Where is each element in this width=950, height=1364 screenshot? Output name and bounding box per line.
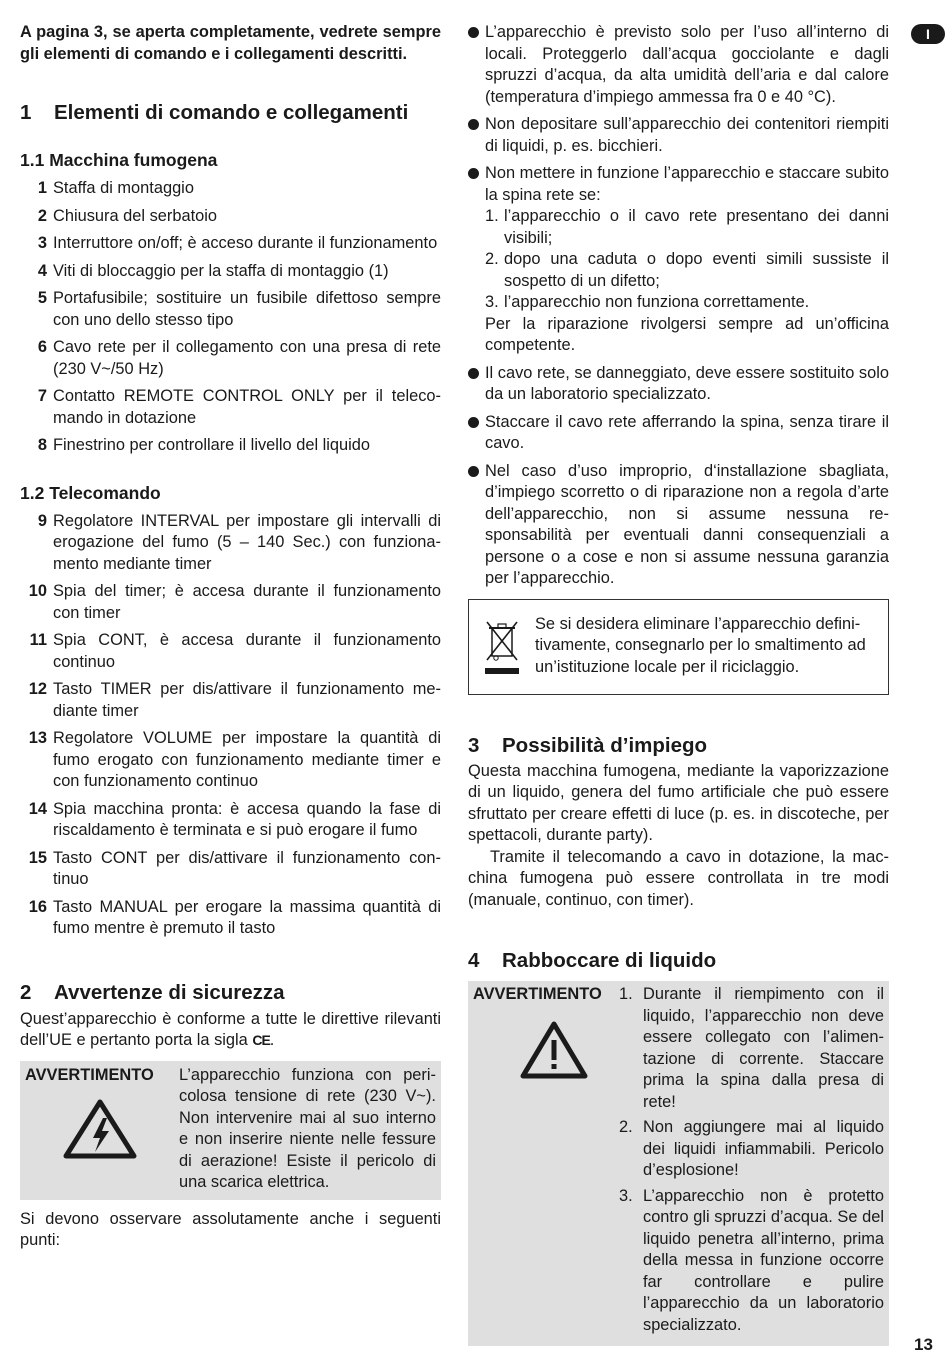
warning-item-text: Non aggiungere mai al liquido dei liquidi infiammabili. Pericolo d’esplosione! xyxy=(643,1118,884,1179)
warning-item xyxy=(619,984,884,1113)
exclamation-warning-icon xyxy=(520,1020,588,1080)
part-item xyxy=(20,581,441,624)
bullet-icon xyxy=(468,22,485,108)
part-description: Viti di bloccaggio per la staffa di montaggio (1) xyxy=(53,261,389,280)
bullet-text: Staccare il cavo rete afferrando la spina, senza tirare il cavo. xyxy=(485,412,889,452)
right-column xyxy=(468,22,889,1346)
part-item xyxy=(20,511,441,576)
bullet-text: Nel caso d’uso improprio, d‘installazione sbagliata, d’impiego scorretto o di riparazione non a regola d’arte dell’apparecchio, non si assume nessuna responsabilità per eventuali danni consequenziali a persone o a cose e non si assume nessuna garanzia per l’apparecchio. xyxy=(485,461,889,587)
safety-bullets xyxy=(468,22,889,590)
part-description: Staffa di montaggio xyxy=(53,179,194,197)
section-3-number: 3 xyxy=(468,733,480,757)
warning-label: AVVERTIMENTO xyxy=(25,1065,154,1084)
sub-item-text: l’apparecchio non funziona correttamente. xyxy=(504,293,810,311)
warning-item xyxy=(619,1117,884,1182)
warning-item-number: 3. xyxy=(619,1186,633,1205)
bullet-icon xyxy=(468,114,485,157)
bullet-text: Il cavo rete, se danneggiato, deve essere sostituito solo da un laboratorio specializzato. xyxy=(485,363,889,403)
sub-item-text: dopo una caduta o dopo eventi simili sussiste il sospetto di un difetto; xyxy=(504,250,889,290)
safety-bullet-item xyxy=(468,114,889,157)
part-item xyxy=(20,261,441,283)
disposal-notice-text: Se si desidera eliminare l’apparecchio definitivamente, consegnarlo per lo smaltimento ad un’istituzione locale per il riciclaggio. xyxy=(535,614,866,676)
part-number: 5 xyxy=(37,289,47,307)
part-number: 11 xyxy=(29,631,47,649)
part-description: Spia del timer; è accesa durante il funzionamento con timer xyxy=(53,582,441,622)
section-4-heading xyxy=(468,948,889,974)
part-description: Interruttore on/off; è acceso durante il funzionamento xyxy=(53,234,438,252)
left-column xyxy=(20,22,441,1252)
part-item xyxy=(20,206,441,228)
part-number: 9 xyxy=(37,511,47,530)
bullet-icon xyxy=(468,461,485,590)
section-3-heading xyxy=(468,733,889,759)
bullet-text: Non depositare sull’apparecchio dei contenitori riempiti di liquidi, p. es. bicchieri. xyxy=(485,115,889,155)
part-item xyxy=(20,233,441,255)
safety-followup-text: Si devono osservare assolutamente anche i seguenti punti: xyxy=(20,1209,441,1249)
safety-bullet-item xyxy=(468,163,889,357)
sub-item-number: 2. xyxy=(485,250,499,268)
section-1-title: Elementi di comando e collegamenti xyxy=(54,101,409,124)
part-number: 1 xyxy=(37,179,47,197)
part-number: 16 xyxy=(28,897,47,916)
part-number: 8 xyxy=(37,436,47,454)
liquid-warning-left xyxy=(473,984,619,1340)
subsection-1-2-title: 1.2 Telecomando xyxy=(20,482,161,503)
liquid-warning-list xyxy=(619,984,884,1340)
safety-bullet-item xyxy=(468,22,889,108)
sub-item xyxy=(485,249,889,292)
part-item xyxy=(20,386,441,429)
section-1-number: 1 xyxy=(20,101,32,124)
part-description: Tasto CONT per dis/attivare il funzionamento continuo xyxy=(53,848,441,888)
section-3-paragraph-1: Questa macchina fumogena, mediante la vaporizzazione di un liquido, genera del fumo artificiale che può essere sfruttato per creare effetti di luce (p. es. in discoteche, per spettacoli, durante party). xyxy=(468,761,889,844)
section-2-number: 2 xyxy=(20,980,32,1004)
safety-bullet-item xyxy=(468,363,889,406)
part-number: 4 xyxy=(37,261,47,280)
part-description: Finestrino per controllare il livello del liquido xyxy=(53,436,371,454)
part-number: 6 xyxy=(37,338,47,356)
section-2-title: Avvertenze di sicurezza xyxy=(54,980,285,1004)
sub-item xyxy=(485,206,889,249)
part-item xyxy=(20,630,441,673)
warning-label: AVVERTIMENTO xyxy=(473,985,602,1003)
part-item xyxy=(20,435,441,457)
part-number: 15 xyxy=(28,848,47,867)
bullet-icon xyxy=(468,412,485,455)
part-item xyxy=(20,178,441,200)
part-number: 3 xyxy=(37,234,47,252)
bullet-text xyxy=(485,163,889,357)
part-description: Portafusibile; sostituire un fusibile difettoso sempre con uno dello stesso tipo xyxy=(53,289,441,329)
page-number: 13 xyxy=(914,1335,933,1354)
warning-item xyxy=(619,1186,884,1337)
part-item xyxy=(20,848,441,891)
fog-machine-parts-list xyxy=(20,178,441,457)
warning-item-number: 2. xyxy=(619,1118,633,1136)
section-2-heading xyxy=(20,980,441,1006)
part-description: Spia macchina pronta: è accesa quando la fase di riscaldamento è terminata e si può erogare il fumo xyxy=(53,799,441,839)
part-number: 2 xyxy=(37,206,47,225)
crossed-out-bin-icon xyxy=(477,614,527,680)
safety-bullet-item xyxy=(468,412,889,455)
sub-item-number: 3. xyxy=(485,293,499,311)
part-description: Tasto TIMER per dis/attivare il funzionamento mediante timer xyxy=(53,680,441,720)
disposal-notice-box xyxy=(468,599,889,695)
section-3-title: Possibilità d’impiego xyxy=(502,733,708,757)
warning-item-text: Durante il riempimento con il liquido, l’apparecchio non deve essere collegato con l’alimentazione di corrente. Staccare prima la spina dalla presa di rete! xyxy=(643,985,884,1111)
section-2-intro-text: Quest’apparecchio è conforme a tutte le direttive rilevanti dell’UE e pertanto porta la sigla xyxy=(20,1009,441,1049)
part-description: Regolatore VOLUME per impostare la quantità di fumo erogato con funzionamento mediante timer e con funzionamento continuo xyxy=(53,729,441,790)
part-item xyxy=(20,288,441,331)
part-number: 12 xyxy=(28,680,47,698)
part-description: Spia CONT, è accesa durante il funzionamento continuo xyxy=(53,631,441,671)
part-number: 13 xyxy=(28,729,47,747)
part-number: 7 xyxy=(37,387,47,405)
warning-item-text: L’apparecchio non è protetto contro gli spruzzi d’acqua. Se del liquido penetra all’interno, prima della messa in funzione occorre far controllare e pulire l’apparecchio da un laboratorio specializzato. xyxy=(643,1186,884,1334)
liquid-warning-box xyxy=(468,981,889,1346)
sub-item-text: l’apparecchio o il cavo rete presentano dei danni visibili; xyxy=(504,207,889,247)
sub-item-number: 1. xyxy=(485,207,499,225)
part-description: Cavo rete per il collegamento con una presa di rete (230 V~/50 Hz) xyxy=(53,338,441,378)
section-4-number: 4 xyxy=(468,949,480,972)
part-number: 14 xyxy=(28,799,47,818)
part-item xyxy=(20,728,441,793)
part-item xyxy=(20,897,441,940)
section-4-title: Rabboccare di liquido xyxy=(502,949,717,972)
language-tab: I xyxy=(911,24,945,44)
part-description: Tasto MANUAL per erogare la massima quantità di fumo mentre è premuto il tasto xyxy=(53,897,441,937)
part-number: 10 xyxy=(28,582,47,600)
part-description: Regolatore INTERVAL per impostare gli intervalli di erogazione del fumo (5 – 140 Sec.) con funzionamento mediante timer xyxy=(53,511,441,573)
bullet-icon xyxy=(468,363,485,406)
bullet-text: L’apparecchio è previsto solo per l’uso all’interno di locali. Proteggerlo dall’acqua gocciolante e dagli spruzzi d’acqua, da alta umidità dell’aria e dal calore (temperatura d’impiego ammessa fra 0 e 40 °C). xyxy=(485,23,889,106)
part-item xyxy=(20,679,441,722)
ce-mark: CE xyxy=(252,1032,270,1048)
subsection-1-1-title: 1.1 Macchina fumogena xyxy=(20,150,218,170)
part-description: Contatto REMOTE CONTROL ONLY per il telecomando in dotazione xyxy=(53,387,441,427)
bullet-tail: Per la riparazione rivolgersi sempre ad un’officina competente. xyxy=(485,314,889,354)
section-2-intro: Quest’apparecchio è conforme a tutte le direttive rilevanti dell’UE e pertanto porta la sigla CE. xyxy=(20,1009,441,1049)
part-description: Chiusura del serbatoio xyxy=(53,206,218,225)
electric-warning-box xyxy=(20,1061,441,1200)
warning-item-number: 1. xyxy=(619,985,633,1003)
sub-item xyxy=(485,292,889,314)
intro-text: A pagina 3, se aperta completamente, vedrete sempre gli elementi di comando e i collegamenti descritti. xyxy=(20,23,441,63)
electric-shock-icon xyxy=(63,1098,137,1160)
bullet-lead: Non mettere in funzione l’apparecchio e staccare subito la spina rete se: xyxy=(485,164,889,204)
electric-warning-left xyxy=(25,1065,173,1194)
safety-bullet-item xyxy=(468,461,889,590)
section-3-paragraph-2: Tramite il telecomando a cavo in dotazione, la macchina fumogena può essere controllata in tre modi (manuale, continuo, con timer). xyxy=(468,847,889,909)
section-1-heading xyxy=(20,100,441,126)
part-item xyxy=(20,337,441,380)
electric-warning-text: L’apparecchio funziona con pericolosa tensione di rete (230 V~). Non intervenire mai al suo interno e non inserire niente nelle fessure di aerazione! Esiste il pericolo di una scarica elettrica. xyxy=(179,1065,436,1191)
remote-control-parts-list xyxy=(20,511,441,940)
bullet-icon xyxy=(468,163,485,357)
part-item xyxy=(20,799,441,842)
